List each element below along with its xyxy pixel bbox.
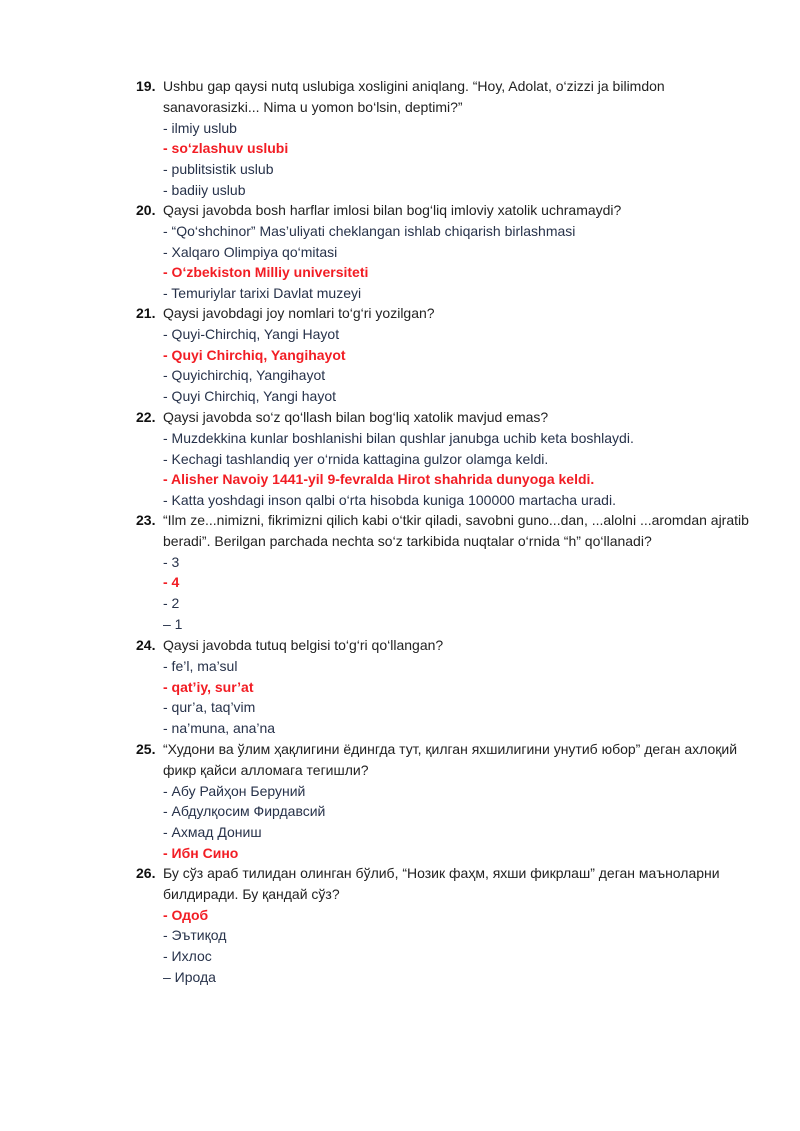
answer-option: - badiiy uslub — [163, 181, 246, 198]
answer-option: - Xalqaro Olimpiya qo‘mitasi — [163, 243, 338, 260]
answer-option: - Quyi Chirchiq, Yangi hayot — [163, 388, 337, 405]
question-23 — [136, 510, 756, 635]
question-text: Qaysi javobda so‘z qo‘llash bilan bog‘liq xatolik mavjud emas? — [163, 409, 549, 425]
correct-answer-option: - 4 — [163, 574, 180, 591]
question-text: “Худони ва ўлим ҳақлигини ёдингда тут, қилган яхшилигини унутиб юбор” деган ахлоқий фикр қайси алломага тегишли? — [163, 741, 738, 778]
answer-option: - “Qo‘shchinor” Mas’uliyati cheklangan ishlab chiqarish birlashmasi — [163, 222, 576, 239]
question-number: 19. — [136, 78, 156, 94]
answer-option: - Ахмад Дониш — [163, 824, 262, 841]
question-text: Qaysi javobda bosh harflar imlosi bilan bog‘liq imloviy xatolik uchramaydi? — [163, 202, 622, 218]
correct-answer-option: - Одоб — [163, 906, 209, 923]
question-text: Бу сўз араб тилидан олинган бўлиб, “Нозик фаҳм, яхши фикрлаш” деган маъноларни билдиради. Бу қандай сўз? — [163, 865, 720, 902]
answer-option: - Muzdekkina kunlar boshlanishi bilan qushlar janubga uchib keta boshlaydi. — [163, 429, 634, 446]
answer-option: – 1 — [163, 615, 183, 632]
question-text: Qaysi javobdagi joy nomlari to‘g‘ri yozilgan? — [163, 305, 435, 321]
answer-option: - ilmiy uslub — [163, 119, 237, 136]
question-22 — [136, 407, 756, 511]
question-number: 21. — [136, 305, 156, 321]
correct-answer-option: - Alisher Navoiy 1441-yil 9-fevralda Hirot shahrida dunyoga keldi. — [163, 471, 595, 488]
correct-answer-option: - O‘zbekiston Milliy universiteti — [163, 264, 369, 281]
answer-option: - Temuriylar tarixi Davlat muzeyi — [163, 285, 362, 302]
answer-option: - Абу Райҳон Беруний — [163, 782, 306, 799]
question-21 — [136, 303, 756, 407]
correct-answer-option: - so‘zlashuv uslubi — [163, 140, 289, 157]
answer-option: - na’muna, ana’na — [163, 720, 276, 737]
question-20 — [136, 200, 756, 304]
answer-option: – Ирода — [163, 968, 216, 985]
question-number: 22. — [136, 409, 156, 425]
question-number: 23. — [136, 512, 156, 528]
answer-option: - qur’a, taq’vim — [163, 699, 256, 716]
question-26 — [136, 863, 756, 988]
answer-option: - Quyichirchiq, Yangihayot — [163, 367, 326, 384]
answer-option: - fe’l, ma’sul — [163, 657, 238, 674]
answer-option: - publitsistik uslub — [163, 161, 274, 178]
question-19 — [136, 76, 756, 201]
question-number: 25. — [136, 741, 156, 757]
answer-option: - Kechagi tashlandiq yer o‘rnida kattagina gulzor olamga keldi. — [163, 450, 549, 467]
answer-option: - Эътиқод — [163, 927, 227, 944]
answer-option: - 2 — [163, 595, 180, 612]
answer-option: - Quyi-Chirchiq, Yangi Hayot — [163, 325, 340, 342]
question-number: 20. — [136, 202, 156, 218]
answer-option: - Katta yoshdagi inson qalbi o‘rta hisobda kuniga 100000 martacha uradi. — [163, 492, 616, 509]
question-text: Ushbu gap qaysi nutq uslubiga xosligini aniqlang. “Hoy, Adolat, o‘zizzi ja bilimdon sanavorasizki... Nima u yomon bo‘lsin, deptimi?” — [163, 78, 665, 115]
correct-answer-option: - qat’iy, sur’at — [163, 678, 254, 695]
question-number: 24. — [136, 637, 156, 653]
question-25 — [136, 739, 756, 864]
question-text: “Ilm ze...nimizni, fikrimizni qilich kabi o‘tkir qiladi, savobni guno...dan, ...alolni ...aromdan ajratib beradi”. Berilgan parchada nechta so‘z tarkibida nuqtalar o‘rnida “h” qo‘llanadi? — [163, 512, 749, 549]
question-text: Qaysi javobda tutuq belgisi to‘g‘ri qo‘llangan? — [163, 637, 444, 653]
question-number: 26. — [136, 865, 156, 881]
answer-option: - 3 — [163, 553, 180, 570]
correct-answer-option: - Ибн Сино — [163, 844, 239, 861]
answer-option: - Абдулқосим Фирдавсий — [163, 803, 326, 820]
question-24 — [136, 635, 756, 739]
correct-answer-option: - Quyi Chirchiq, Yangihayot — [163, 346, 346, 363]
answer-option: - Ихлос — [163, 948, 212, 965]
